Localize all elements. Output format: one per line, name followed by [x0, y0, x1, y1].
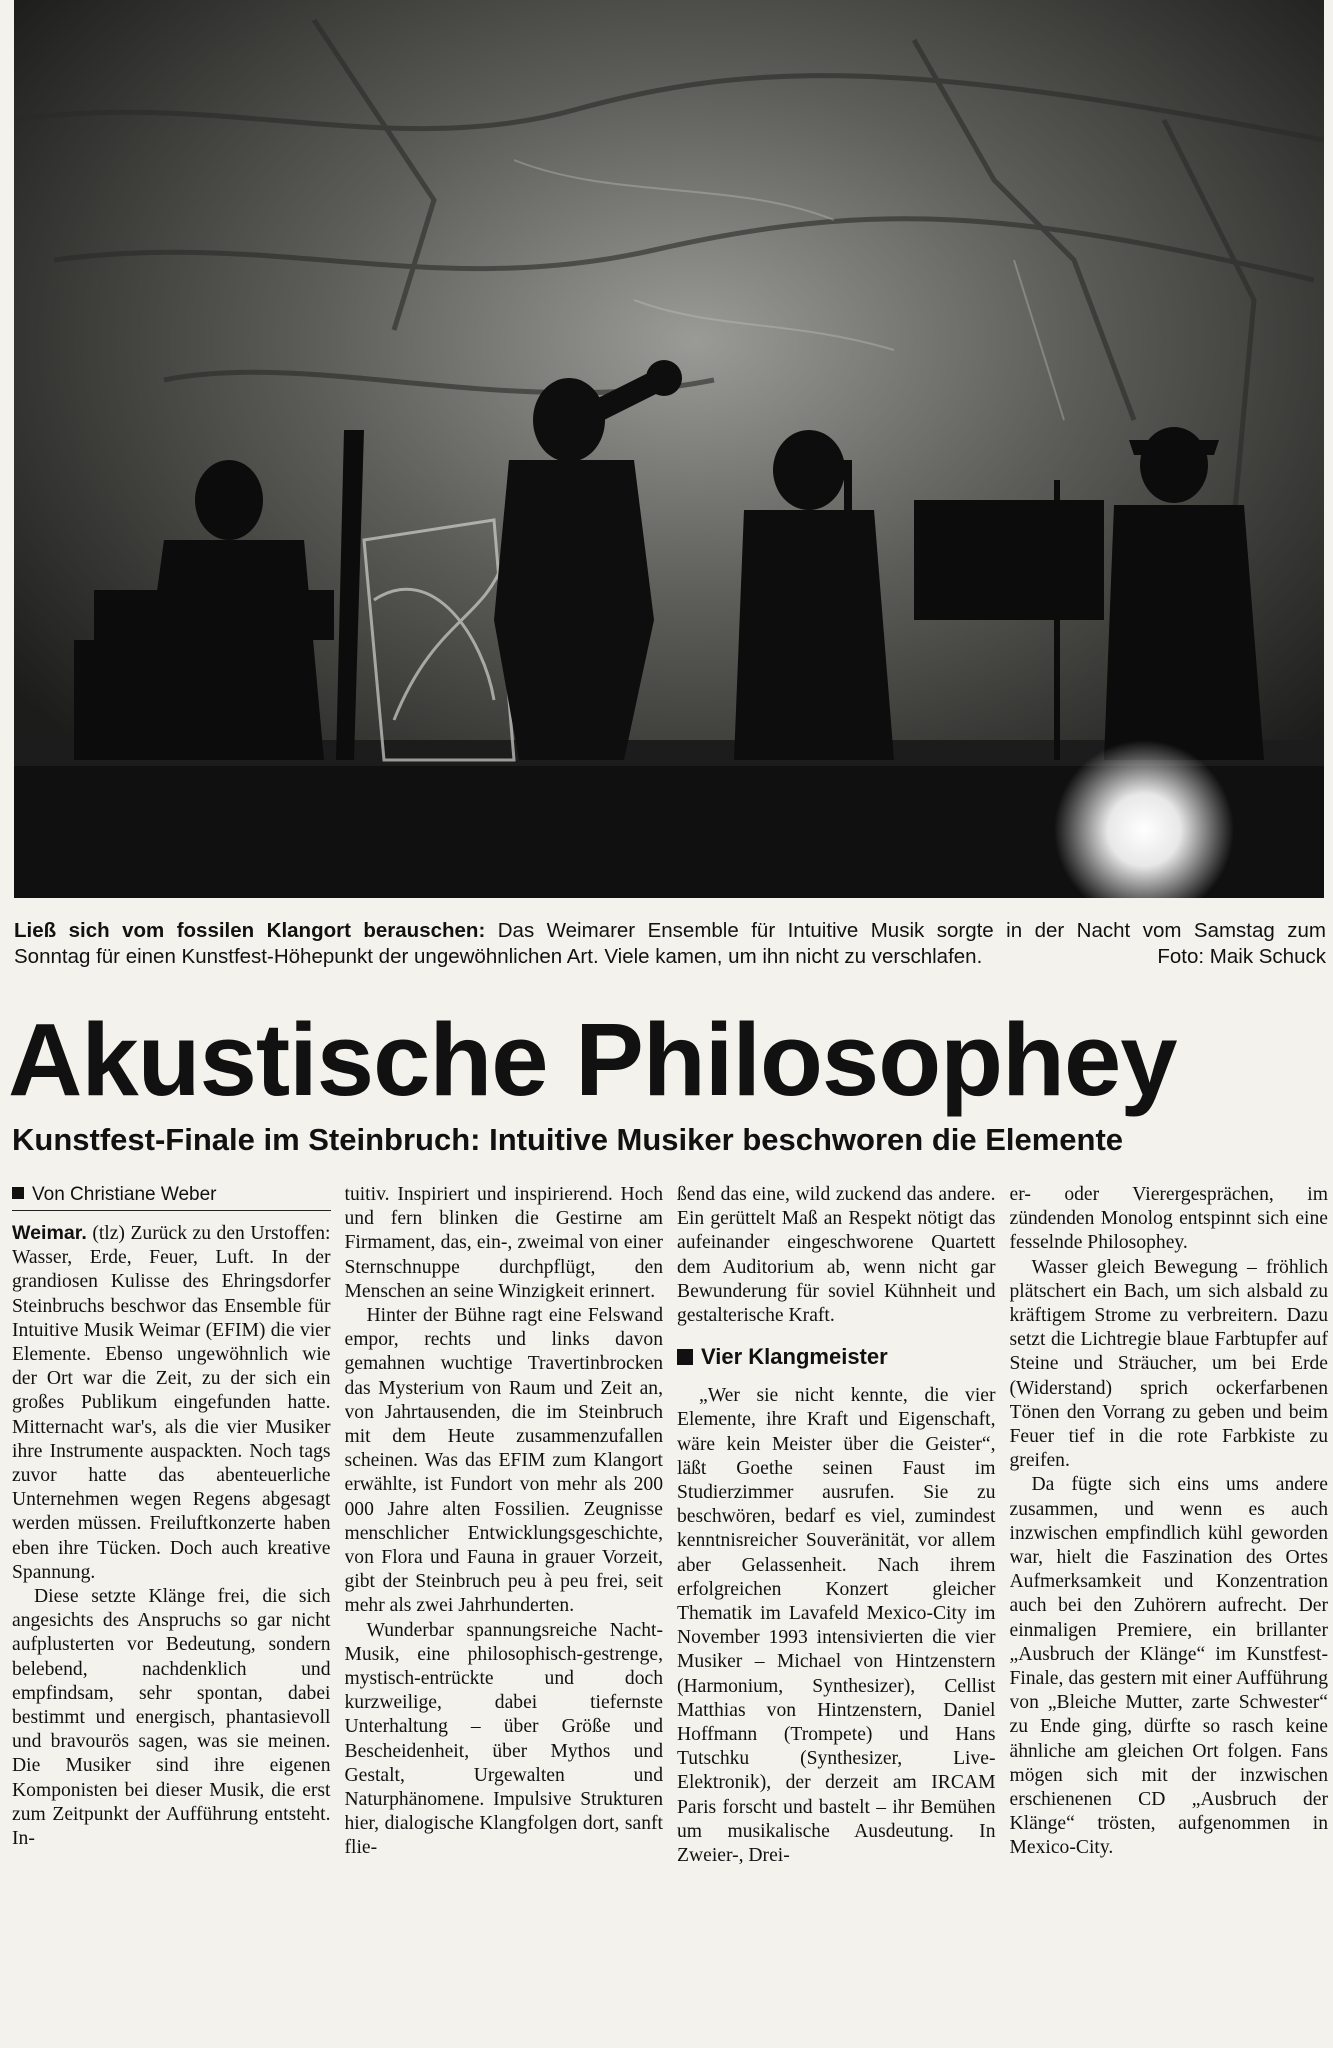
byline-text: Von Christiane Weber [32, 1184, 217, 1205]
paragraph [12, 1221, 331, 1585]
paragraph: „Wer sie nicht kennte, die vier Elemente, ihre Kraft und Eigenschaft, wäre kein Meister über die Geister“, läßt Goethe seinen Faust im Studierzimmer ausrufen. Sie zu beschwören, bedarf es viel, zumindest kenntnisreicher Souveränität, vor allem aber Gelassenheit. Nach ihrem erfolgreichen Konzert gleicher Thematik im Lavafeld Mexico-City im November 1993 intensivierten die vier Musiker – Michael von Hintzenstern (Harmonium, Synthesizer), Cellist Matthias von Hintzenstern, Daniel Hoffmann (Trompete) und Hans Tutschku (Synthesizer, Live-Elektronik), der derzeit am IRCAM Paris forscht und bastelt – ihr Bemühen um musikalische Ausdeutung. In Zweier-, Drei- [677, 1385, 996, 1867]
column-3 [677, 1183, 996, 2043]
concert-photo [14, 0, 1324, 898]
square-bullet-icon [677, 1349, 693, 1365]
paragraph: tuitiv. Inspiriert und inspirierend. Hoch und fern blinken die Gestirne am Firmament, das, ein-, zweimal von einer Sternschnuppe durchpflügt, den Menschen an seine Winzigkeit erinnert. [344, 1184, 663, 1302]
caption-line-2 [14, 944, 1326, 970]
paragraph: er- oder Vierergesprächen, im zündenden Monolog entspinnt sich eine fesselnde Philosophey. [1009, 1184, 1328, 1254]
photo-caption [14, 918, 1326, 970]
dateline: Weimar. [12, 1222, 87, 1244]
subheadline: Kunstfest-Finale im Steinbruch: Intuitive Musiker beschworen die Elemente [12, 1122, 1124, 1157]
concert-photo-icon [14, 0, 1324, 898]
paragraph-text: (tlz) Zurück zu den Urstoffen: Wasser, Erde, Feuer, Luft. In der grandiosen Kulisse des Ehringsdorfer Steinbruchs beschwor das Ensemble für Intuitive Musik Weimar (EFIM) die vier Elemente. Ebenso ungewöhnlich wie der Ort war die Zeit, zu der sich ein großes Publikum eingefunden hatte. Mitternacht war's, als die vier Musiker ihre Instrumente auspackten. Noch tags zuvor hatte das abenteuerliche Unternehmen wegen Regens abgesagt werden müssen. Freiluftkonzerte haben eben ihre Tücken. Doch auch kreative Spannung. [12, 1223, 331, 1583]
caption-line2-text: Sonntag für einen Kunstfest-Höhepunkt der ungewöhnlichen Art. Viele kamen, um ihn nicht zu verschlafen. [14, 945, 983, 968]
section-heading-text: Vier Klangmeister [701, 1344, 888, 1370]
photo-credit: Foto: Maik Schuck [1157, 945, 1326, 968]
paragraph: Wasser gleich Bewegung – fröhlich plätschert ein Bach, um sich alsbald zu kräftigem Strome zu verbreitern. Dazu setzt die Lichtregie blaue Farbtupfer auf Steine und Sträucher, um bei Erde (Widerstand) sprich ockerfarbenen Tönen den Vorrang zu geben und beim Feuer tief in die rote Farbkiste zu greifen. [1009, 1256, 1328, 1472]
caption-line1-rest: Das Weimarer Ensemble für Intuitive Musik sorgte in der Nacht vom Samstag zum [497, 919, 1326, 942]
caption-lead: Ließ sich vom fossilen Klangort berauschen: [14, 919, 486, 942]
byline [12, 1183, 331, 1211]
paragraph: Diese setzte Klänge frei, die sich angesichts des Anspruchs so gar nicht aufplusterten vor Bedeutung, sondern belebend, nachdenklich und empfindsam, sehr spontan, dabei bestimmt und energisch, phantasievoll und bravourös sagen, was sie meinen. Die Musiker sind ihre eigenen Komponisten bei dieser Musik, die erst zum Zeitpunkt der Aufführung entsteht. In- [12, 1586, 331, 1850]
paragraph: Hinter der Bühne ragt eine Felswand empor, rechts und links davon gemahnen wuchtige Travertinbrocken das Mysterium von Raum und Zeit an, von Jahrtausenden, die im Steinbruch mit dem Heute zusammenzufallen scheinen. Was das EFIM zum Klangort erwählte, ist Fundort von mehr als 200 000 Jahre alten Fossilien. Zeugnisse menschlicher Entwicklungsgeschichte, von Flora und Fauna in grauer Vorzeit, gibt der Steinbruch peu à peu frei, seit mehr als zwei Jahrhunderten. [344, 1305, 663, 1617]
paragraph: Wunderbar spannungsreiche Nacht-Musik, eine philosophisch-gestrenge, mystisch-entrückte und doch kurzweilige, dabei tiefernste Unterhaltung – über Größe und Bescheidenheit, über Mythos und Gestalt, Urgewalten und Naturphänomene. Impulsive Strukturen hier, dialogische Klangfolgen dort, sanft flie- [344, 1619, 663, 1859]
column-1 [12, 1183, 331, 2043]
column-4 [1010, 1183, 1329, 2043]
paragraph: ßend das eine, wild zuckend das andere. Ein gerüttelt Maß an Respekt nötigt das aufeinander eingeschworene Quartett dem Auditorium ab, wenn nicht gar Bewunderung für soviel Kühnheit und gestalterische Kraft. [677, 1184, 996, 1327]
article-body [12, 1183, 1328, 2043]
headline: Akustische Philosophey [8, 1002, 1177, 1117]
paragraph: Da fügte sich eins ums andere zusammen, und wenn es auch inzwischen empfindlich kühl geworden war, hielt die Faszination des Ortes Aufmerksamkeit und Konzentration auch bei den Zuhörern aufrecht. Der einmaligen Premiere, ein brillanter „Ausbruch der Klänge“ im Kunstfest-Finale, das gestern mit einer Aufführung von „Bleiche Mutter, zarte Schwester“ zu Ende ging, dürfte so rasch keine ähnliche am gleichen Ort folgen. Fans mögen sich mit der inzwischen erschienenen CD „Ausbruch der Klänge“ trösten, aufgenommen in Mexico-City. [1009, 1474, 1328, 1859]
section-heading [677, 1342, 996, 1372]
square-bullet-icon [12, 1187, 24, 1199]
caption-line-1 [14, 918, 1326, 944]
column-2 [345, 1183, 664, 2043]
